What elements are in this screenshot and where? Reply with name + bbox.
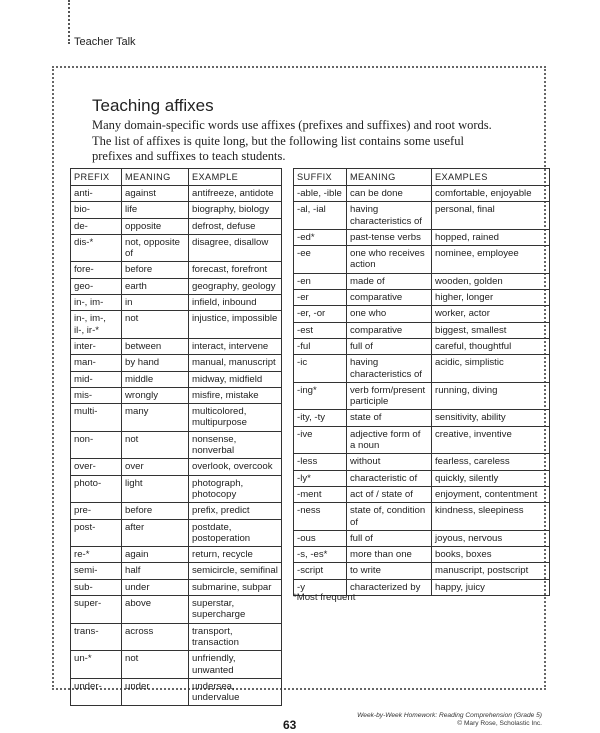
prefix-meaning-cell: light [122,475,189,503]
suffix-cell: -ful [294,338,347,354]
page-number: 63 [283,718,297,732]
prefix-meaning-header: MEANING [122,169,189,186]
suffix-example-cell: creative, inventive [432,426,550,454]
suffix-meaning-cell: without [347,454,432,470]
suffix-cell: -ing* [294,382,347,410]
prefix-row [71,186,282,202]
prefix-example-cell: semicircle, semifinal [189,563,282,579]
prefix-meaning-cell: earth [122,278,189,294]
prefix-cell: trans- [71,623,122,651]
suffix-meaning-cell: comparative [347,322,432,338]
prefix-meaning-cell: over [122,459,189,475]
book-title: Week-by-Week Homework: Reading Comprehension (Grade 5) [357,712,542,719]
prefix-row [71,431,282,459]
prefix-meaning-cell: between [122,338,189,354]
suffix-cell: -ly* [294,470,347,486]
prefix-table [70,168,282,706]
prefix-row [71,234,282,262]
suffix-cell: -ee [294,246,347,274]
prefix-row [71,563,282,579]
prefix-cell: mid- [71,371,122,387]
prefix-example-cell: midway, midfield [189,371,282,387]
prefix-meaning-cell: above [122,596,189,624]
suffix-row [294,410,550,426]
prefix-row [71,519,282,547]
suffix-row [294,290,550,306]
prefix-meaning-cell: wrongly [122,387,189,403]
prefix-row [71,262,282,278]
suffix-row [294,355,550,383]
suffix-table-header-row [294,169,550,186]
prefix-meaning-cell: under [122,678,189,706]
suffix-example-cell: biggest, smallest [432,322,550,338]
suffix-meaning-cell: having characteristics of [347,355,432,383]
suffix-row [294,547,550,563]
prefix-example-cell: biography, biology [189,202,282,218]
copyright: © Mary Rose, Scholastic Inc. [457,720,542,727]
suffix-row [294,202,550,230]
prefix-cell: pre- [71,503,122,519]
suffix-meaning-cell: adjective form of a noun [347,426,432,454]
suffix-meaning-cell: one who [347,306,432,322]
suffix-cell: -en [294,273,347,289]
prefix-meaning-cell: across [122,623,189,651]
prefix-meaning-cell: under [122,579,189,595]
credit-block [357,712,542,728]
suffix-example-cell: comfortable, enjoyable [432,186,550,202]
suffix-row [294,426,550,454]
suffix-meaning-cell: full of [347,338,432,354]
prefix-example-cell: nonsense, nonverbal [189,431,282,459]
suffix-example-cell: personal, final [432,202,550,230]
prefix-meaning-cell: again [122,547,189,563]
prefix-meaning-cell: not [122,311,189,339]
prefix-example-cell: infield, inbound [189,295,282,311]
suffix-cell: -s, -es* [294,547,347,563]
suffix-meaning-cell: act of / state of [347,486,432,502]
suffix-cell: -ness [294,503,347,531]
prefix-row [71,547,282,563]
prefix-cell: de- [71,218,122,234]
prefix-meaning-cell: not [122,431,189,459]
intro-paragraph: Many domain-specific words use affixes (prefixes and suffixes) and root words. The list of affixes is quite long, but the following list contains some useful prefixes and suffixes to teach students. [92,118,492,163]
prefix-cell: man- [71,355,122,371]
prefix-cell: geo- [71,278,122,294]
suffix-row [294,338,550,354]
suffix-example-cell: joyous, nervous [432,530,550,546]
suffix-row [294,186,550,202]
prefix-meaning-cell: before [122,503,189,519]
prefix-row [71,387,282,403]
prefix-meaning-cell: half [122,563,189,579]
suffix-cell: -able, -ible [294,186,347,202]
prefix-meaning-cell: opposite [122,218,189,234]
prefix-cell: in-, im-, il-, ir-* [71,311,122,339]
suffix-cell: -less [294,454,347,470]
prefix-table-header-row [71,169,282,186]
suffix-meaning-cell: past-tense verbs [347,229,432,245]
suffix-example-cell: fearless, careless [432,454,550,470]
prefix-row [71,459,282,475]
prefix-example-cell: interact, intervene [189,338,282,354]
prefix-row [71,311,282,339]
prefix-cell: bio- [71,202,122,218]
suffix-example-cell: sensitivity, ability [432,410,550,426]
suffix-meaning-cell: state of [347,410,432,426]
suffix-meaning-cell: state of, condition of [347,503,432,531]
prefix-cell: anti- [71,186,122,202]
suffix-row [294,503,550,531]
suffix-meaning-cell: having characteristics of [347,202,432,230]
prefix-row [71,678,282,706]
suffix-example-cell: manuscript, postscript [432,563,550,579]
prefix-cell: in-, im- [71,295,122,311]
prefix-cell: post- [71,519,122,547]
prefix-cell: non- [71,431,122,459]
prefix-example-cell: defrost, defuse [189,218,282,234]
prefix-cell: dis-* [71,234,122,262]
suffix-row [294,470,550,486]
suffix-cell: -ous [294,530,347,546]
suffix-meaning-cell: characteristic of [347,470,432,486]
suffix-example-cell: kindness, sleepiness [432,503,550,531]
prefix-cell: sub- [71,579,122,595]
prefix-example-cell: return, recycle [189,547,282,563]
suffix-meaning-cell: to write [347,563,432,579]
prefix-cell: inter- [71,338,122,354]
prefix-cell: photo- [71,475,122,503]
prefix-row [71,218,282,234]
suffix-meaning-cell: one who receives action [347,246,432,274]
prefix-meaning-cell: not, opposite of [122,234,189,262]
prefix-row [71,355,282,371]
prefix-row [71,651,282,679]
left-dotted-rule [68,0,70,44]
suffix-table [293,168,550,596]
suffix-cell: -er, -or [294,306,347,322]
suffix-row [294,530,550,546]
footnote: *Most frequent [293,592,356,603]
prefix-example-cell: superstar, supercharge [189,596,282,624]
prefix-example-header: EXAMPLE [189,169,282,186]
suffix-row [294,306,550,322]
prefix-cell: super- [71,596,122,624]
suffix-row [294,563,550,579]
suffix-row [294,486,550,502]
suffix-cell: -ment [294,486,347,502]
prefix-example-cell: manual, manuscript [189,355,282,371]
prefix-example-cell: transport, transaction [189,623,282,651]
prefix-example-cell: submarine, subpar [189,579,282,595]
suffix-example-cell: quickly, silently [432,470,550,486]
suffix-meaning-cell: more than one [347,547,432,563]
suffix-cell: -ive [294,426,347,454]
prefix-cell: un-* [71,651,122,679]
suffix-example-cell: wooden, golden [432,273,550,289]
suffix-cell: -y [294,579,347,595]
suffix-example-cell: nominee, employee [432,246,550,274]
prefix-row [71,623,282,651]
prefix-meaning-cell: in [122,295,189,311]
suffix-row [294,454,550,470]
suffix-row [294,382,550,410]
prefix-example-cell: multicolored, multipurpose [189,404,282,432]
suffix-example-cell: careful, thoughtful [432,338,550,354]
prefix-row [71,475,282,503]
prefix-cell: fore- [71,262,122,278]
prefix-meaning-cell: after [122,519,189,547]
prefix-meaning-cell: many [122,404,189,432]
prefix-meaning-cell: before [122,262,189,278]
suffix-meaning-header: MEANING [347,169,432,186]
page-title: Teaching affixes [92,96,214,115]
suffix-header: SUFFIX [294,169,347,186]
prefix-cell: under- [71,678,122,706]
prefix-meaning-cell: not [122,651,189,679]
suffix-cell: -al, -ial [294,202,347,230]
prefix-row [71,371,282,387]
prefix-example-cell: misfire, mistake [189,387,282,403]
suffix-example-cell: enjoyment, contentment [432,486,550,502]
prefix-example-cell: geography, geology [189,278,282,294]
prefix-cell: semi- [71,563,122,579]
prefix-example-cell: overlook, overcook [189,459,282,475]
suffix-meaning-cell: made of [347,273,432,289]
suffix-row [294,229,550,245]
suffix-example-cell: hopped, rained [432,229,550,245]
prefix-row [71,404,282,432]
prefix-header: PREFIX [71,169,122,186]
prefix-meaning-cell: middle [122,371,189,387]
suffix-cell: -script [294,563,347,579]
suffix-cell: -ity, -ty [294,410,347,426]
prefix-example-cell: disagree, disallow [189,234,282,262]
suffix-meaning-cell: can be done [347,186,432,202]
prefix-row [71,503,282,519]
suffix-cell: -est [294,322,347,338]
prefix-example-cell: forecast, forefront [189,262,282,278]
prefix-row [71,338,282,354]
suffix-example-cell: acidic, simplistic [432,355,550,383]
suffix-meaning-cell: verb form/present participle [347,382,432,410]
prefix-example-cell: unfriendly, unwanted [189,651,282,679]
suffix-example-cell: worker, actor [432,306,550,322]
prefix-cell: over- [71,459,122,475]
prefix-cell: mis- [71,387,122,403]
prefix-row [71,596,282,624]
suffix-meaning-cell: characterized by [347,579,432,595]
suffix-example-cell: books, boxes [432,547,550,563]
suffix-example-cell: running, diving [432,382,550,410]
suffix-row [294,322,550,338]
section-label: Teacher Talk [74,36,136,48]
suffix-cell: -ic [294,355,347,383]
suffix-example-cell: higher, longer [432,290,550,306]
prefix-meaning-cell: against [122,186,189,202]
prefix-cell: multi- [71,404,122,432]
prefix-example-cell: postdate, postoperation [189,519,282,547]
prefix-meaning-cell: by hand [122,355,189,371]
prefix-row [71,579,282,595]
prefix-row [71,202,282,218]
suffix-meaning-cell: comparative [347,290,432,306]
prefix-cell: re-* [71,547,122,563]
suffix-example-cell: happy, juicy [432,579,550,595]
suffix-row [294,273,550,289]
prefix-example-cell: injustice, impossible [189,311,282,339]
suffix-cell: -er [294,290,347,306]
prefix-example-cell: antifreeze, antidote [189,186,282,202]
prefix-meaning-cell: life [122,202,189,218]
prefix-example-cell: photograph, photocopy [189,475,282,503]
suffix-meaning-cell: full of [347,530,432,546]
suffix-examples-header: EXAMPLES [432,169,550,186]
suffix-row [294,246,550,274]
prefix-example-cell: undersea, undervalue [189,678,282,706]
prefix-row [71,295,282,311]
prefix-example-cell: prefix, predict [189,503,282,519]
suffix-cell: -ed* [294,229,347,245]
prefix-row [71,278,282,294]
